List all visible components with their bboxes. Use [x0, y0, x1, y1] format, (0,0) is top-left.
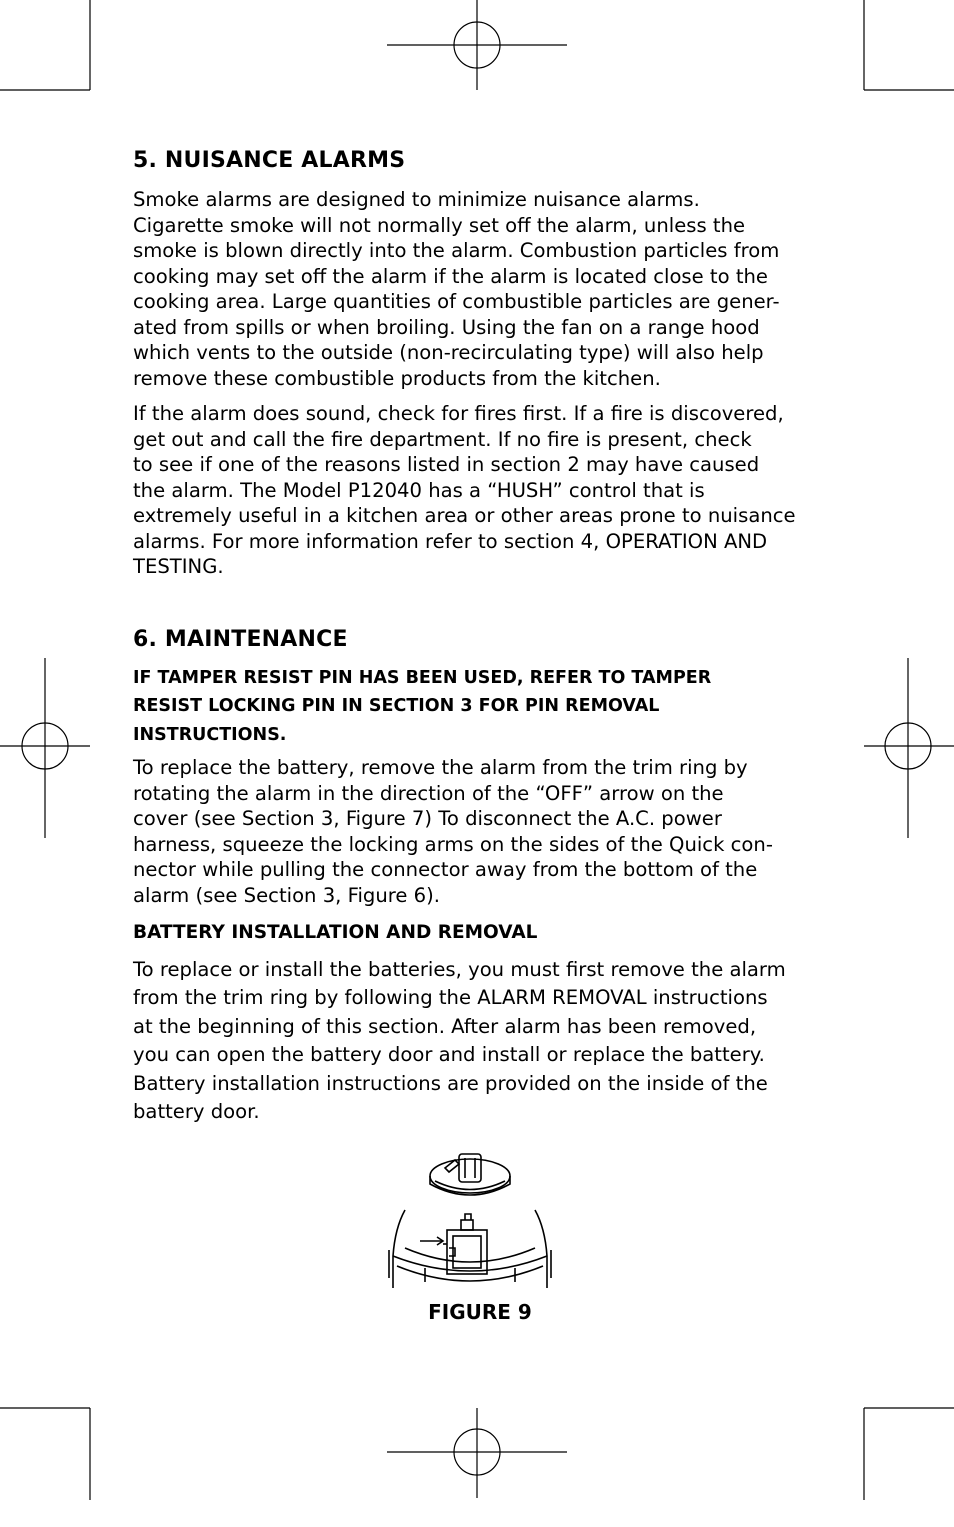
- figure-caption: FIGURE 9: [428, 1300, 532, 1324]
- section-5-paragraph-2: If the alarm does sound, check for fires first. If a fire is discovered, get out and call the fire department. If no fire is present, check to see if one of the reasons listed in section 2 may have caused the alarm. The Model P12040 has a “HUSH” control that is extremely useful in a kitchen area or other areas prone to nuisance alarms. For more information refer to section 4, OPERATION AND TESTING.: [133, 402, 796, 578]
- section-6-paragraph-1: To replace the battery, remove the alarm from the trim ring by rotating the alarm in the direction of the “OFF” arrow on the cover (see Section 3, Figure 7) To disconnect the A.C. power harness, squeeze the locking arms on the sides of the Quick con- nector while pulling the connector away from the bottom of the alarm (see Section 3, Figure 6).: [133, 756, 773, 907]
- registration-mark-left: [0, 658, 90, 838]
- battery-door-illustration: [385, 1148, 555, 1293]
- section-6-heading: 6. MAINTENANCE: [133, 626, 348, 652]
- battery-subheading: BATTERY INSTALLATION AND REMOVAL: [133, 922, 538, 943]
- registration-mark-top: [387, 0, 567, 90]
- page-content: [133, 148, 833, 1127]
- registration-mark-right: [864, 658, 954, 838]
- registration-mark-bottom: [387, 1408, 567, 1498]
- tamper-warning: IF TAMPER RESIST PIN HAS BEEN USED, REFER TO TAMPER RESIST LOCKING PIN IN SECTION 3 FOR PIN REMOVAL INSTRUCTIONS.: [133, 667, 712, 745]
- battery-paragraph: To replace or install the batteries, you must first remove the alarm from the trim ring by following the ALARM REMOVAL instructions at the beginning of this section. After alarm has been removed, you can open the battery door and install or replace the battery. Battery installation instructions are provided on the inside of the battery door.: [133, 957, 786, 1123]
- section-5-paragraph-1: Smoke alarms are designed to minimize nuisance alarms. Cigarette smoke will not normally set off the alarm, unless the smoke is blown directly into the alarm. Combustion particles from cooking may set off the alarm if the alarm is located close to the cooking area. Large quantities of combustible particles are gener- ated from spills or when broiling. Using the fan on a range hood which vents to the outside (non-recirculating type) will also help remove these combustible products from the kitchen.: [133, 188, 780, 390]
- section-5-heading: 5. NUISANCE ALARMS: [133, 148, 406, 173]
